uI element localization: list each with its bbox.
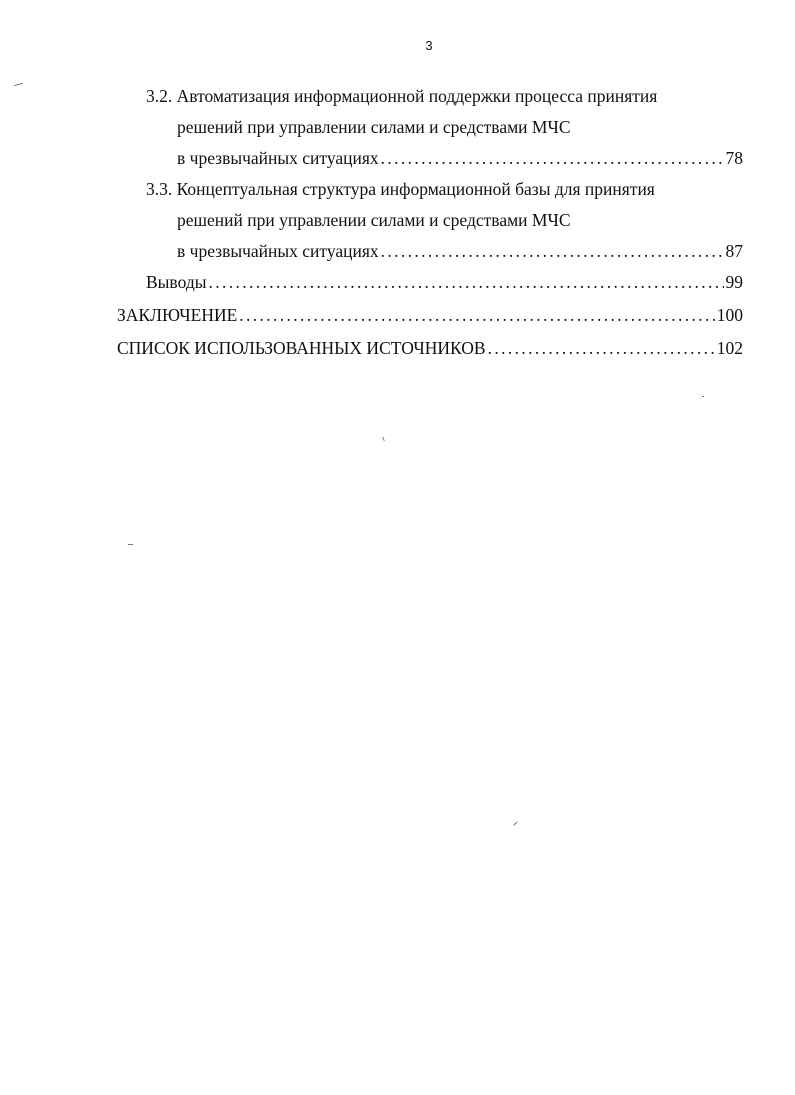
page-number: 3 (425, 38, 433, 53)
dot-leader (488, 336, 715, 360)
toc-entry-3-2-line-1 (146, 84, 657, 108)
toc-entry-3-3-line-3 (177, 239, 743, 263)
toc-entry-conclusion (117, 303, 743, 327)
toc-entry-3-2-page: 78 (725, 148, 743, 168)
toc-entry-3-2-line-2 (177, 115, 571, 139)
dot-leader (208, 270, 723, 294)
toc-entry-conclusion-title: ЗАКЛЮЧЕНИЕ (117, 305, 238, 325)
toc-entry-3-3-title-line-1: 3.3. Концептуальная структура информационной базы для принятия (146, 179, 655, 199)
toc-entry-conclusions-page: 99 (725, 272, 743, 292)
scan-speck (702, 396, 704, 397)
toc-entry-3-2-title-line-2: решений при управлении силами и средствами МЧС (177, 117, 571, 137)
toc-entry-conclusion-page: 100 (716, 305, 743, 325)
scan-speck (128, 544, 133, 545)
toc-entry-conclusions (146, 270, 743, 294)
toc-entry-references (117, 336, 743, 360)
dot-leader (381, 146, 724, 170)
toc-entry-3-3-title-line-3: в чрезвычайных ситуациях (177, 241, 379, 261)
toc-entry-3-2-line-3 (177, 146, 743, 170)
toc-entry-conclusions-title: Выводы (146, 272, 207, 292)
toc-entry-references-title: СПИСОК ИСПОЛЬЗОВАННЫХ ИСТОЧНИКОВ (117, 338, 486, 358)
toc-entry-3-3-line-1 (146, 177, 655, 201)
dot-leader (239, 303, 714, 327)
dot-leader (381, 239, 724, 263)
toc-entry-3-3-page: 87 (725, 241, 743, 261)
toc-entry-3-3-line-2 (177, 208, 571, 232)
toc-entry-references-page: 102 (716, 338, 743, 358)
toc-entry-3-2-title-line-3: в чрезвычайных ситуациях (177, 148, 379, 168)
toc-entry-3-2-title-line-1: 3.2. Автоматизация информационной поддержки процесса принятия (146, 86, 658, 106)
toc-entry-3-3-title-line-2: решений при управлении силами и средствами МЧС (177, 210, 571, 230)
